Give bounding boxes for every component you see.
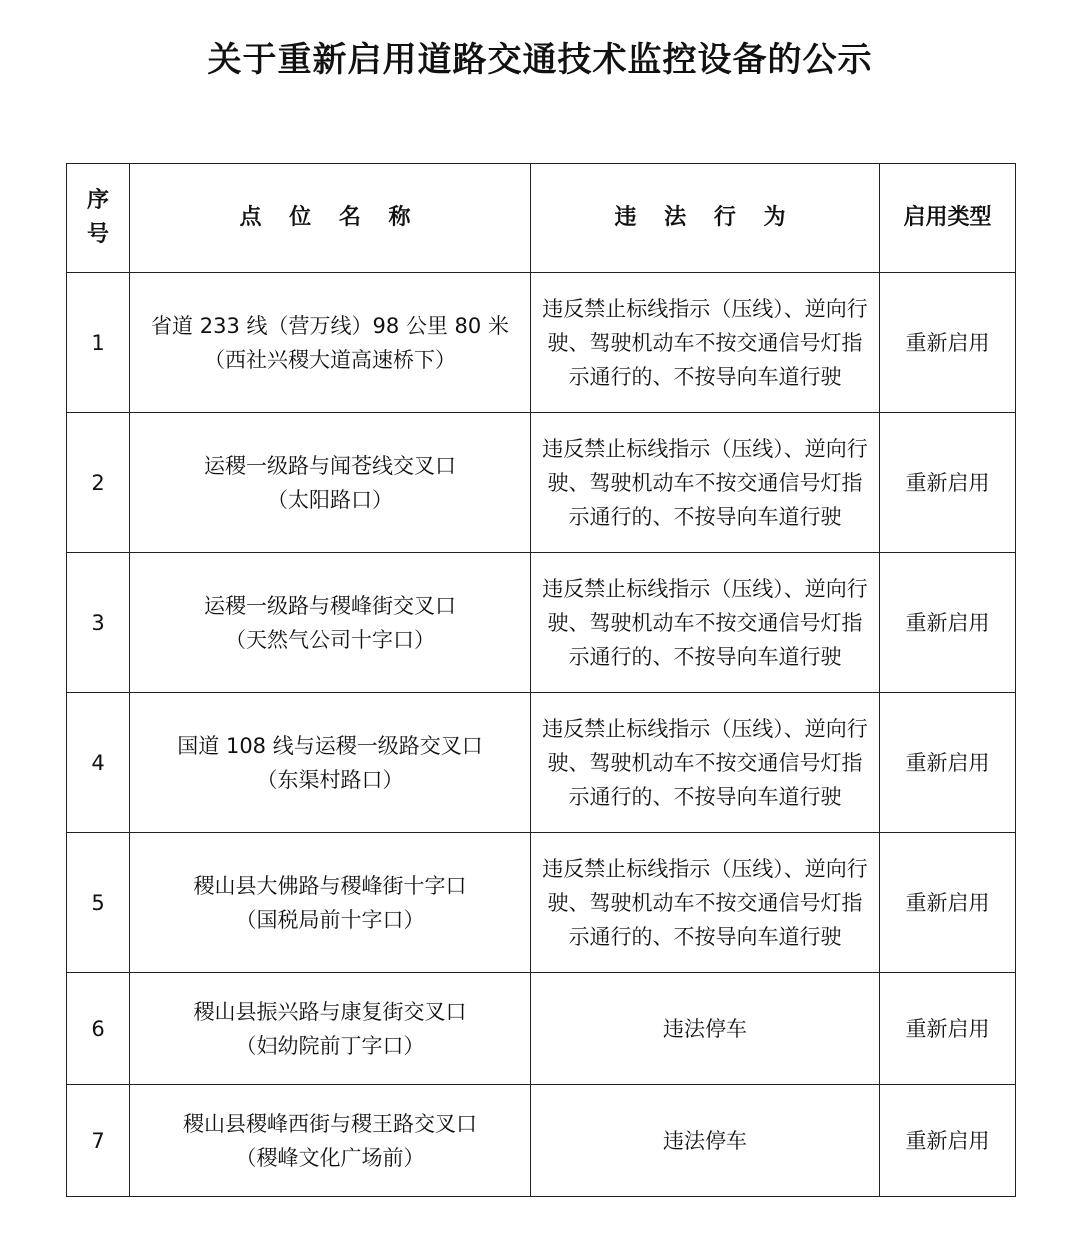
row-location: [130, 1085, 531, 1197]
location-line2: （东渠村路口）: [256, 767, 404, 792]
row-violation: 违反禁止标线指示（压线）、逆向行驶、驾驶机动车不按交通信号灯指示通行的、不按导向车道行驶: [531, 273, 880, 413]
location-line2: （妇幼院前丁字口）: [235, 1033, 425, 1058]
row-type: 重新启用: [880, 1085, 1016, 1197]
row-location: [130, 273, 531, 413]
row-no: 3: [67, 553, 130, 693]
table-row: [67, 973, 1016, 1085]
row-type: 重新启用: [880, 973, 1016, 1085]
row-violation: 违反禁止标线指示（压线）、逆向行驶、驾驶机动车不按交通信号灯指示通行的、不按导向车道行驶: [531, 553, 880, 693]
row-no: 6: [67, 973, 130, 1085]
row-violation: 违反禁止标线指示（压线）、逆向行驶、驾驶机动车不按交通信号灯指示通行的、不按导向车道行驶: [531, 833, 880, 973]
table-row: [67, 413, 1016, 553]
location-line1: 稷山县大佛路与稷峰街十字口: [193, 873, 467, 898]
row-location: [130, 553, 531, 693]
row-no: 1: [67, 273, 130, 413]
row-type: 重新启用: [880, 693, 1016, 833]
row-type: 重新启用: [880, 413, 1016, 553]
header-violation: 违 法 行 为: [531, 164, 880, 273]
row-violation: 违反禁止标线指示（压线）、逆向行驶、驾驶机动车不按交通信号灯指示通行的、不按导向车道行驶: [531, 693, 880, 833]
location-line1: 国道 108 线与运稷一级路交叉口: [177, 733, 483, 758]
location-line1: 运稷一级路与稷峰街交叉口: [204, 593, 456, 618]
row-no: 2: [67, 413, 130, 553]
header-location: 点 位 名 称: [130, 164, 531, 273]
header-no-line2: 号: [86, 222, 109, 247]
page-title: 关于重新启用道路交通技术监控设备的公示: [207, 40, 873, 80]
location-line2: （稷峰文化广场前）: [235, 1145, 425, 1170]
row-no: 7: [67, 1085, 130, 1197]
location-line2: （西社兴稷大道高速桥下）: [204, 347, 456, 372]
location-line1: 稷山县振兴路与康复街交叉口: [193, 999, 467, 1024]
row-violation: 违反禁止标线指示（压线）、逆向行驶、驾驶机动车不按交通信号灯指示通行的、不按导向车道行驶: [531, 413, 880, 553]
row-location: [130, 693, 531, 833]
location-line1: 运稷一级路与闻苍线交叉口: [204, 453, 456, 478]
row-violation: 违法停车: [531, 973, 880, 1085]
location-line1: 稷山县稷峰西街与稷王路交叉口: [183, 1111, 477, 1136]
row-no: 5: [67, 833, 130, 973]
row-type: 重新启用: [880, 833, 1016, 973]
header-type: 启用类型: [880, 164, 1016, 273]
table-header-row: [67, 164, 1016, 273]
table-row: [67, 1085, 1016, 1197]
table-row: [67, 833, 1016, 973]
table-row: [67, 693, 1016, 833]
row-location: [130, 833, 531, 973]
table-row: [67, 273, 1016, 413]
row-no: 4: [67, 693, 130, 833]
row-violation: 违法停车: [531, 1085, 880, 1197]
row-location: [130, 973, 531, 1085]
location-line2: （国税局前十字口）: [235, 907, 425, 932]
header-no-line1: 序: [86, 188, 109, 213]
row-location: [130, 413, 531, 553]
location-line2: （天然气公司十字口）: [225, 627, 435, 652]
row-type: 重新启用: [880, 273, 1016, 413]
location-line2: （太阳路口）: [267, 487, 393, 512]
monitoring-table: [66, 163, 1016, 1197]
row-type: 重新启用: [880, 553, 1016, 693]
table-row: [67, 553, 1016, 693]
header-no: [67, 164, 130, 273]
location-line1: 省道 233 线（营万线）98 公里 80 米: [151, 313, 509, 338]
